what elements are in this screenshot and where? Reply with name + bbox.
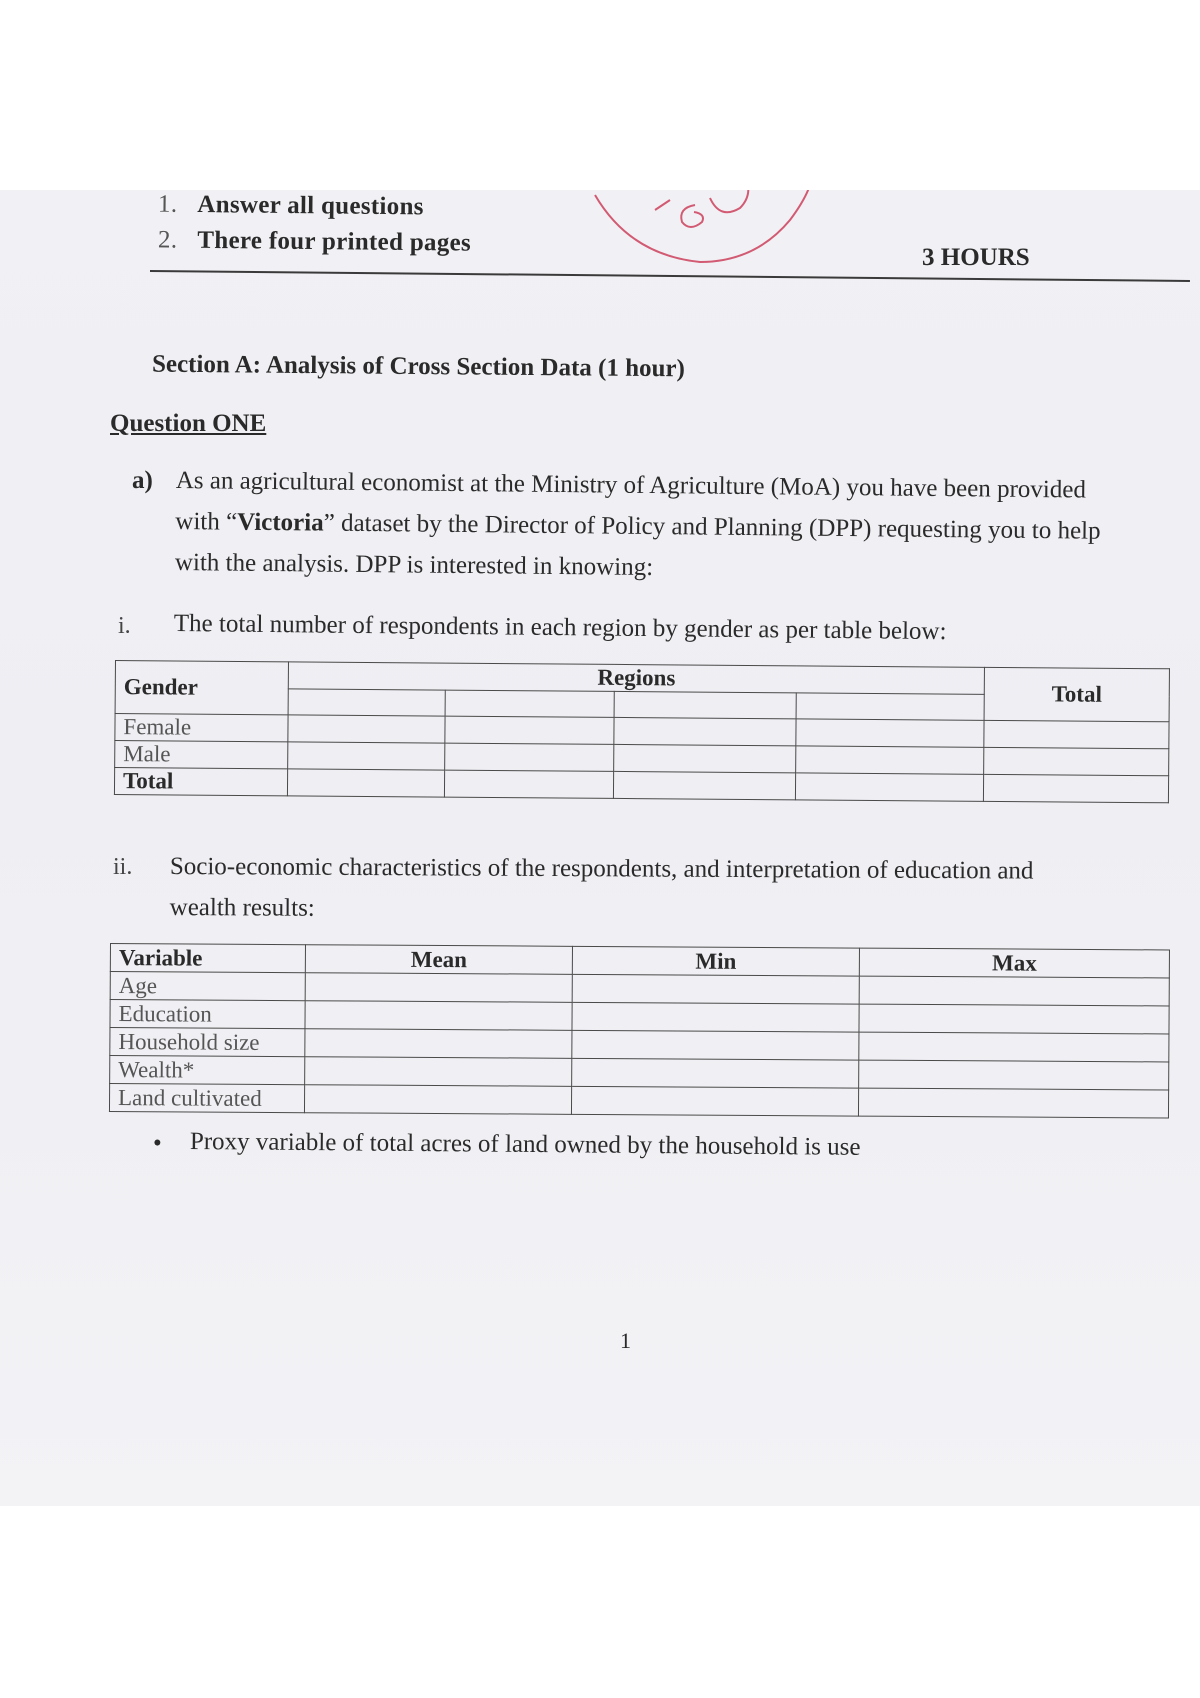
table-cell <box>305 1029 572 1059</box>
item-ii-line-2: wealth results: <box>169 893 315 922</box>
item-ii-text <box>170 846 1034 933</box>
dataset-name: Victoria <box>237 508 324 537</box>
table-cell <box>572 1058 859 1088</box>
page-number: 1 <box>620 1328 631 1353</box>
item-ii-line-1: Socio-economic characteristics of the respondents, and interpretation of education and <box>169 852 1034 885</box>
table-cell <box>445 743 614 771</box>
table2-header-mean: Mean <box>305 945 572 975</box>
item-i-text: The total number of respondents in each region by gender as per table below: <box>173 610 947 646</box>
table-cell <box>984 720 1169 748</box>
table-cell <box>613 771 795 799</box>
table1-region-col-4 <box>796 693 984 720</box>
table-cell <box>572 974 859 1004</box>
exam-duration: 3 HOURS <box>922 244 1030 271</box>
table1-region-col-2 <box>445 690 614 717</box>
instruction-2-text: There four printed pages <box>197 226 472 257</box>
table-cell <box>858 1088 1168 1118</box>
table2-header-variable: Variable <box>110 944 305 973</box>
part-a-line-2-pre: with “ <box>175 507 238 536</box>
table1-row-female: Female <box>115 714 288 742</box>
footnote-text: Proxy variable of total acres of land owned by the household is use <box>189 1128 861 1161</box>
respondents-by-region-table <box>114 660 1170 803</box>
table2-row-wealth: Wealth* <box>110 1056 305 1085</box>
part-a-line-1: As an agricultural economist at the Ministry of Agriculture (MoA) you have been provided <box>175 466 1087 504</box>
table1-header-gender: Gender <box>115 661 288 715</box>
grader-score-mark <box>590 190 820 280</box>
table-cell <box>796 719 984 747</box>
part-a-line-2-post: ” dataset by the Director of Policy and Planning (DPP) requesting you to help <box>323 509 1101 545</box>
part-a-line-3: with the analysis. DPP is interested in knowing: <box>174 548 654 582</box>
table2-header-min: Min <box>572 946 859 976</box>
table1-row-male: Male <box>115 741 288 769</box>
item-i-label: i. <box>118 613 131 639</box>
exam-page-photo <box>0 190 1200 1506</box>
table1-row-total: Total <box>114 768 287 796</box>
instruction-1 <box>158 191 424 222</box>
item-ii-label: ii. <box>113 854 133 880</box>
table-cell <box>572 1030 859 1060</box>
table-cell <box>305 1001 572 1031</box>
table-cell <box>305 973 572 1003</box>
table-cell <box>796 746 984 774</box>
table2-row-education: Education <box>110 1000 305 1029</box>
footnote-bullet: • <box>153 1130 162 1157</box>
table-cell <box>445 716 614 744</box>
section-title: Section A: Analysis of Cross Section Data (1 hour) <box>151 350 686 383</box>
table-cell <box>444 770 613 798</box>
part-a-label: a) <box>132 467 153 494</box>
table-cell <box>614 717 796 745</box>
table1-region-col-1 <box>288 689 445 716</box>
table-cell <box>859 1060 1169 1090</box>
table2-header-max: Max <box>859 948 1169 978</box>
table2-row-land-cultivated: Land cultivated <box>109 1084 304 1113</box>
instruction-2 <box>158 226 471 257</box>
instruction-1-text: Answer all questions <box>197 191 424 221</box>
table-cell <box>983 774 1168 802</box>
table1-header-regions: Regions <box>288 662 984 694</box>
table1-header-total: Total <box>984 667 1169 721</box>
table-cell <box>859 976 1169 1006</box>
table-cell <box>795 773 983 801</box>
instruction-2-number: 2. <box>157 226 178 254</box>
table2-row-household-size: Household size <box>110 1028 305 1057</box>
question-heading: Question ONE <box>110 410 267 437</box>
part-a-text <box>175 460 1186 594</box>
table-cell <box>287 769 444 797</box>
instruction-1-number: 1. <box>157 190 178 218</box>
table-cell <box>572 1002 859 1032</box>
table-cell <box>288 715 445 743</box>
table-cell <box>614 744 796 772</box>
table-cell <box>304 1085 571 1115</box>
table-cell <box>984 747 1169 775</box>
table-cell <box>571 1086 858 1116</box>
table-cell <box>288 742 445 770</box>
table2-row-age: Age <box>110 972 305 1001</box>
socio-economic-table <box>109 943 1170 1118</box>
table-cell <box>305 1057 572 1087</box>
table-cell <box>859 1004 1169 1034</box>
table-cell <box>859 1032 1169 1062</box>
table1-region-col-3 <box>614 691 796 718</box>
